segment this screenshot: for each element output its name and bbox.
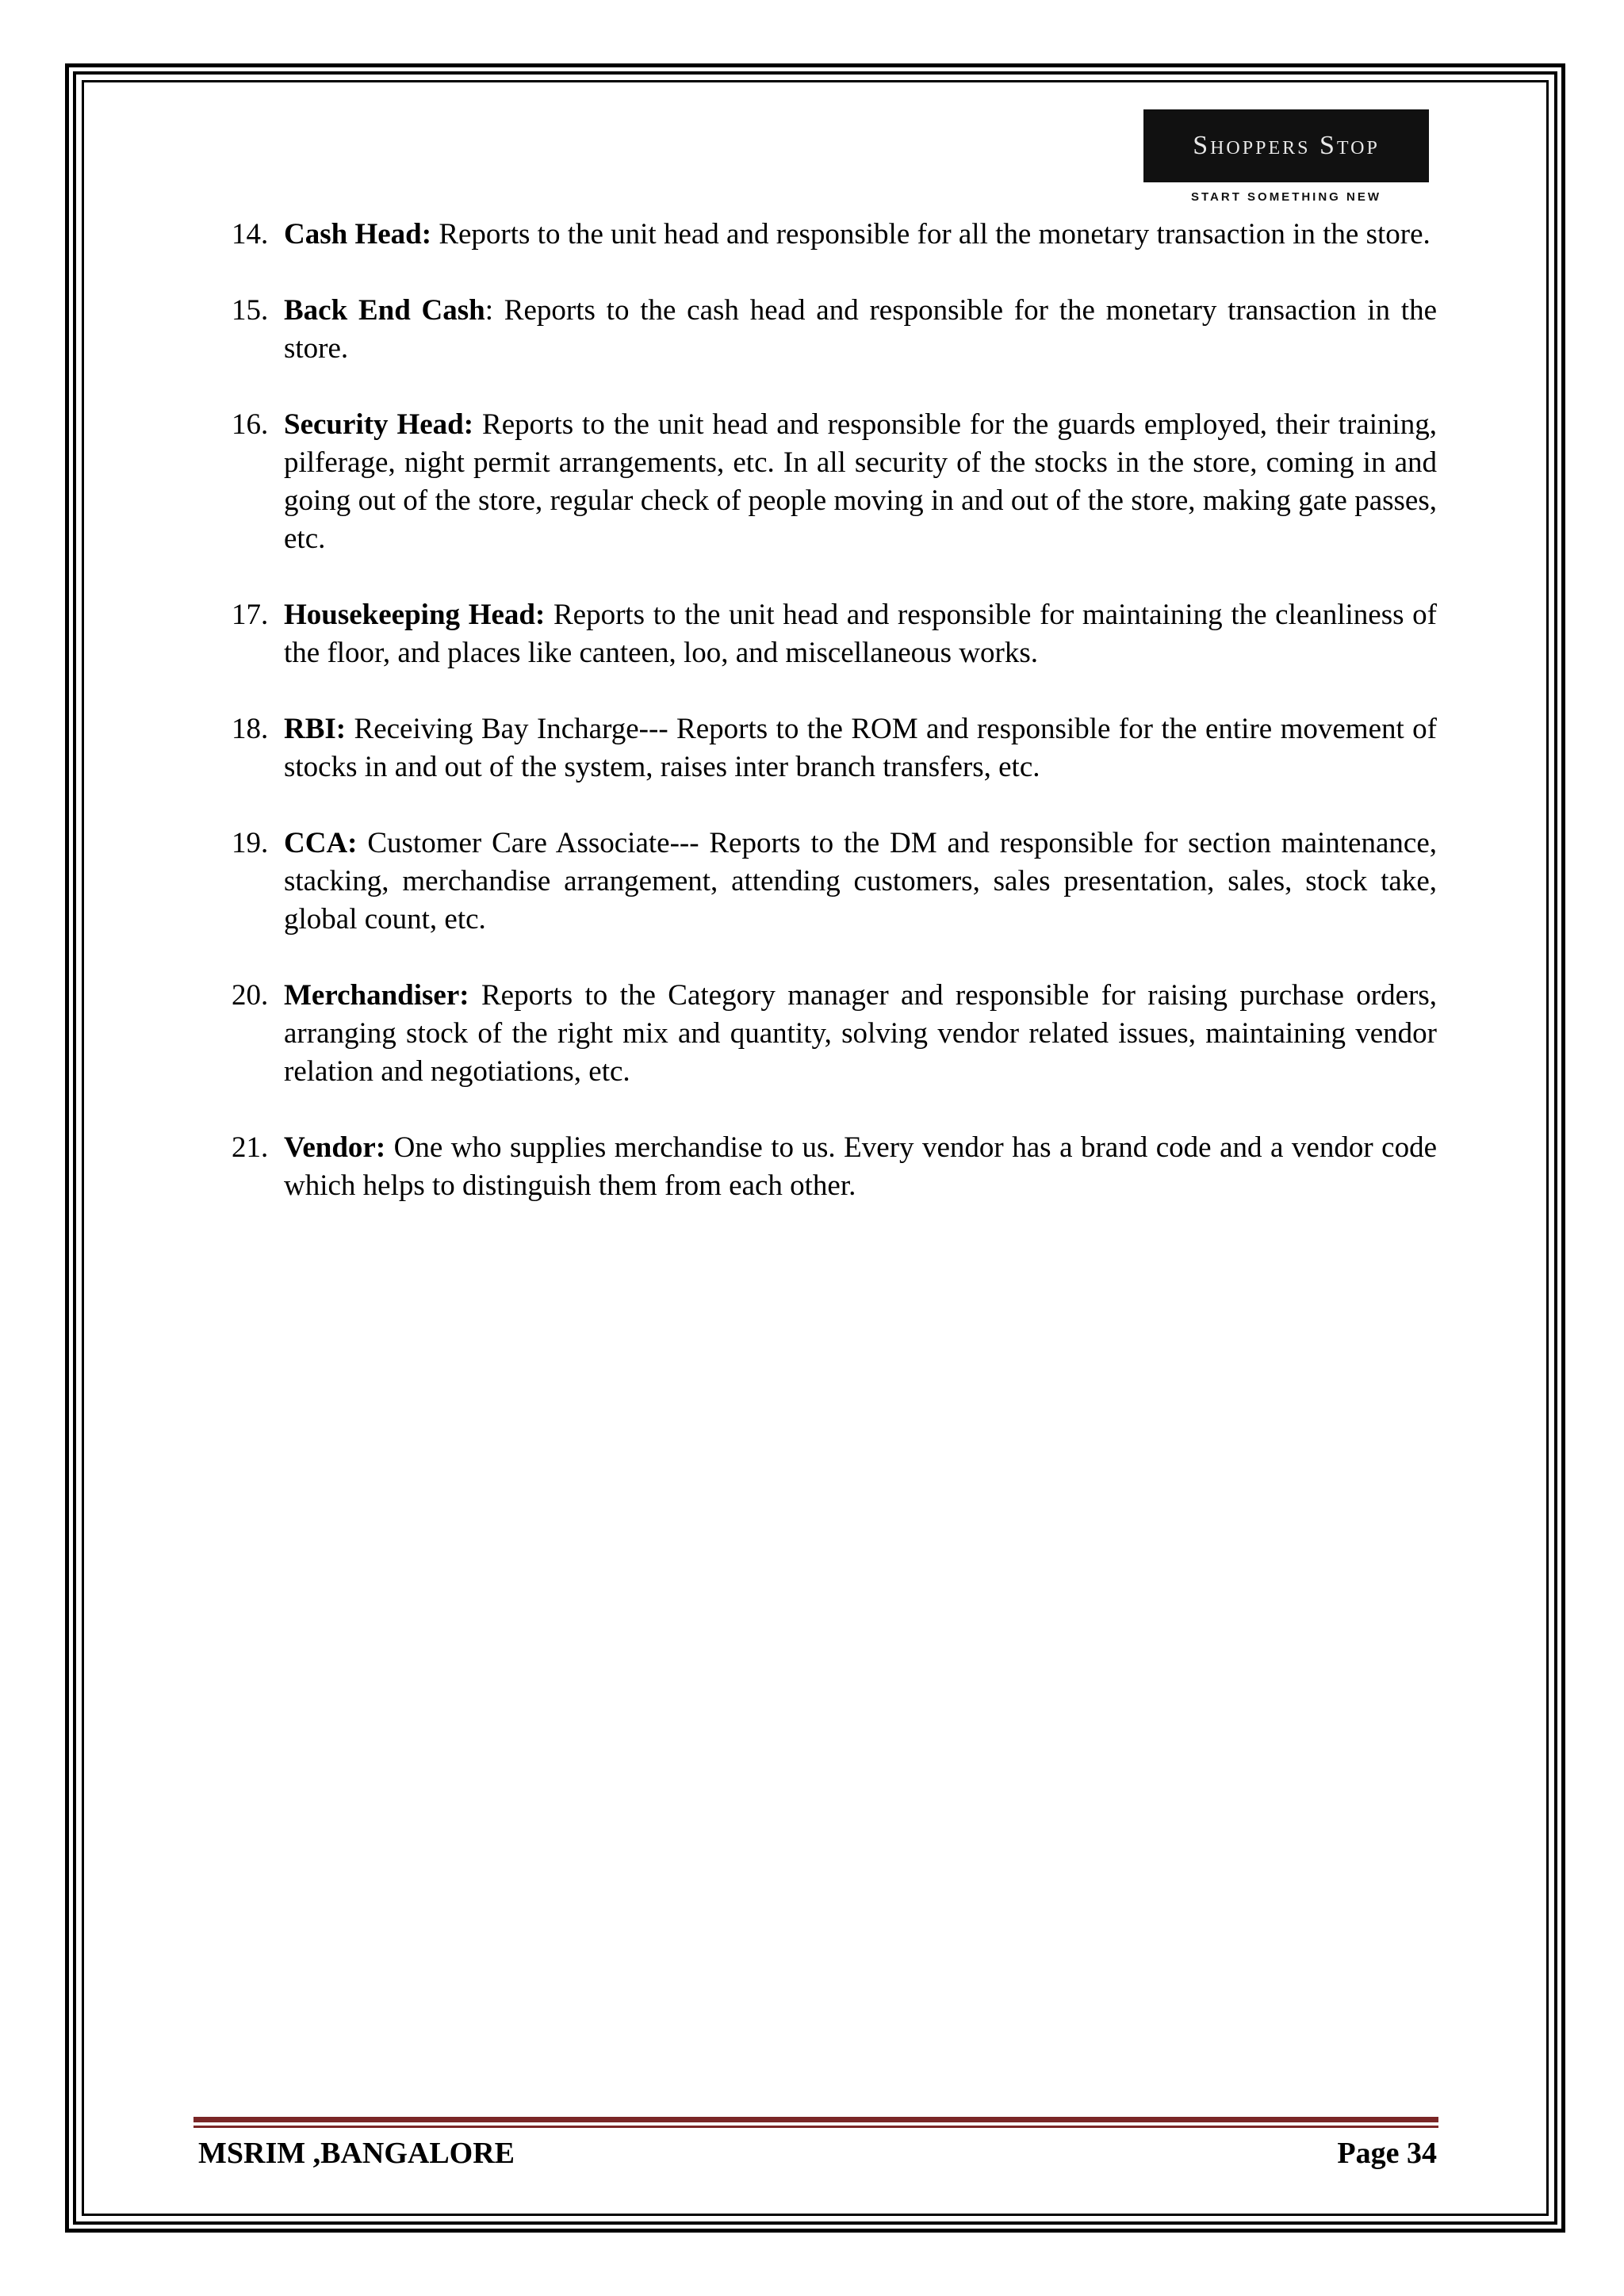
item-text: [284, 596, 1437, 672]
list-item: [232, 406, 1437, 558]
item-number: 16.: [232, 408, 269, 441]
item-text: [284, 292, 1437, 368]
item-term: Cash Head:: [284, 218, 432, 251]
logo-tagline: START SOMETHING NEW: [1190, 190, 1382, 204]
item-number: 15.: [232, 294, 269, 327]
item-term: Housekeeping Head:: [284, 599, 546, 631]
item-text: [284, 216, 1437, 254]
list-item: [232, 216, 1437, 254]
item-term: Security Head:: [284, 408, 474, 441]
logo-box: [1143, 109, 1429, 182]
item-number: 19.: [232, 827, 269, 859]
item-description: Reports to the unit head and responsible for all the monetary transaction in the store.: [431, 218, 1431, 251]
page-footer: [198, 2136, 1437, 2171]
item-text: [284, 710, 1437, 786]
footer-institution: MSRIM ,BANGALORE: [198, 2137, 515, 2170]
item-description: Reports to the unit head and responsible for maintaining the cleanliness of the floor, and places like canteen, loo, and miscellaneous works.: [284, 599, 1438, 669]
item-text: [284, 1129, 1437, 1205]
item-description: : Reports to the cash head and responsible for the monetary transaction in the store.: [284, 294, 1437, 365]
list-item: [232, 1129, 1437, 1205]
item-term: Vendor:: [284, 1131, 386, 1164]
item-number: 21.: [232, 1131, 269, 1164]
item-term: RBI:: [284, 713, 347, 745]
logo-brand: Shoppers Stop: [1193, 131, 1380, 160]
item-description: Receiving Bay Incharge--- Reports to the ROM and responsible for the entire movement of stocks in and out of the system, raises inter branch transfers, etc.: [284, 713, 1437, 783]
item-number: 18.: [232, 713, 269, 745]
item-description: Reports to the unit head and responsible for the guards employed, their training, pilferage, night permit arrangements, etc. In all security of the stocks in the store, coming in and going out of the store, regular check of people moving in and out of the store, making gate passes, etc.: [284, 408, 1438, 555]
item-text: [284, 825, 1437, 939]
item-description: Reports to the Category manager and responsible for raising purchase orders, arranging stock of the right mix and quantity, solving vendor related issues, maintaining vendor relation and negotiations, etc.: [284, 979, 1437, 1088]
footer-page-number: Page 34: [1337, 2137, 1437, 2170]
item-text: [284, 977, 1437, 1091]
list-item: [232, 292, 1437, 368]
role-list: [232, 216, 1437, 1243]
item-number: 17.: [232, 599, 269, 631]
item-number: 20.: [232, 979, 269, 1012]
footer-divider-thin: [193, 2126, 1438, 2128]
item-term: CCA:: [284, 827, 358, 859]
list-item: [232, 596, 1437, 672]
item-text: [284, 406, 1437, 558]
shoppers-stop-logo: [1143, 109, 1429, 204]
item-term: Merchandiser:: [284, 979, 469, 1012]
footer-divider-thick: [193, 2117, 1438, 2122]
list-item: [232, 710, 1437, 786]
list-item: [232, 825, 1437, 939]
item-term: Back End Cash: [284, 294, 485, 327]
list-item: [232, 977, 1437, 1091]
item-number: 14.: [232, 218, 269, 251]
item-description: One who supplies merchandise to us. Every vendor has a brand code and a vendor code which helps to distinguish them from each other.: [284, 1131, 1437, 1202]
item-description: Customer Care Associate--- Reports to the DM and responsible for section maintenance, stacking, merchandise arrangement, attending customers, sales presentation, sales, stock take, global count, etc.: [284, 827, 1437, 936]
